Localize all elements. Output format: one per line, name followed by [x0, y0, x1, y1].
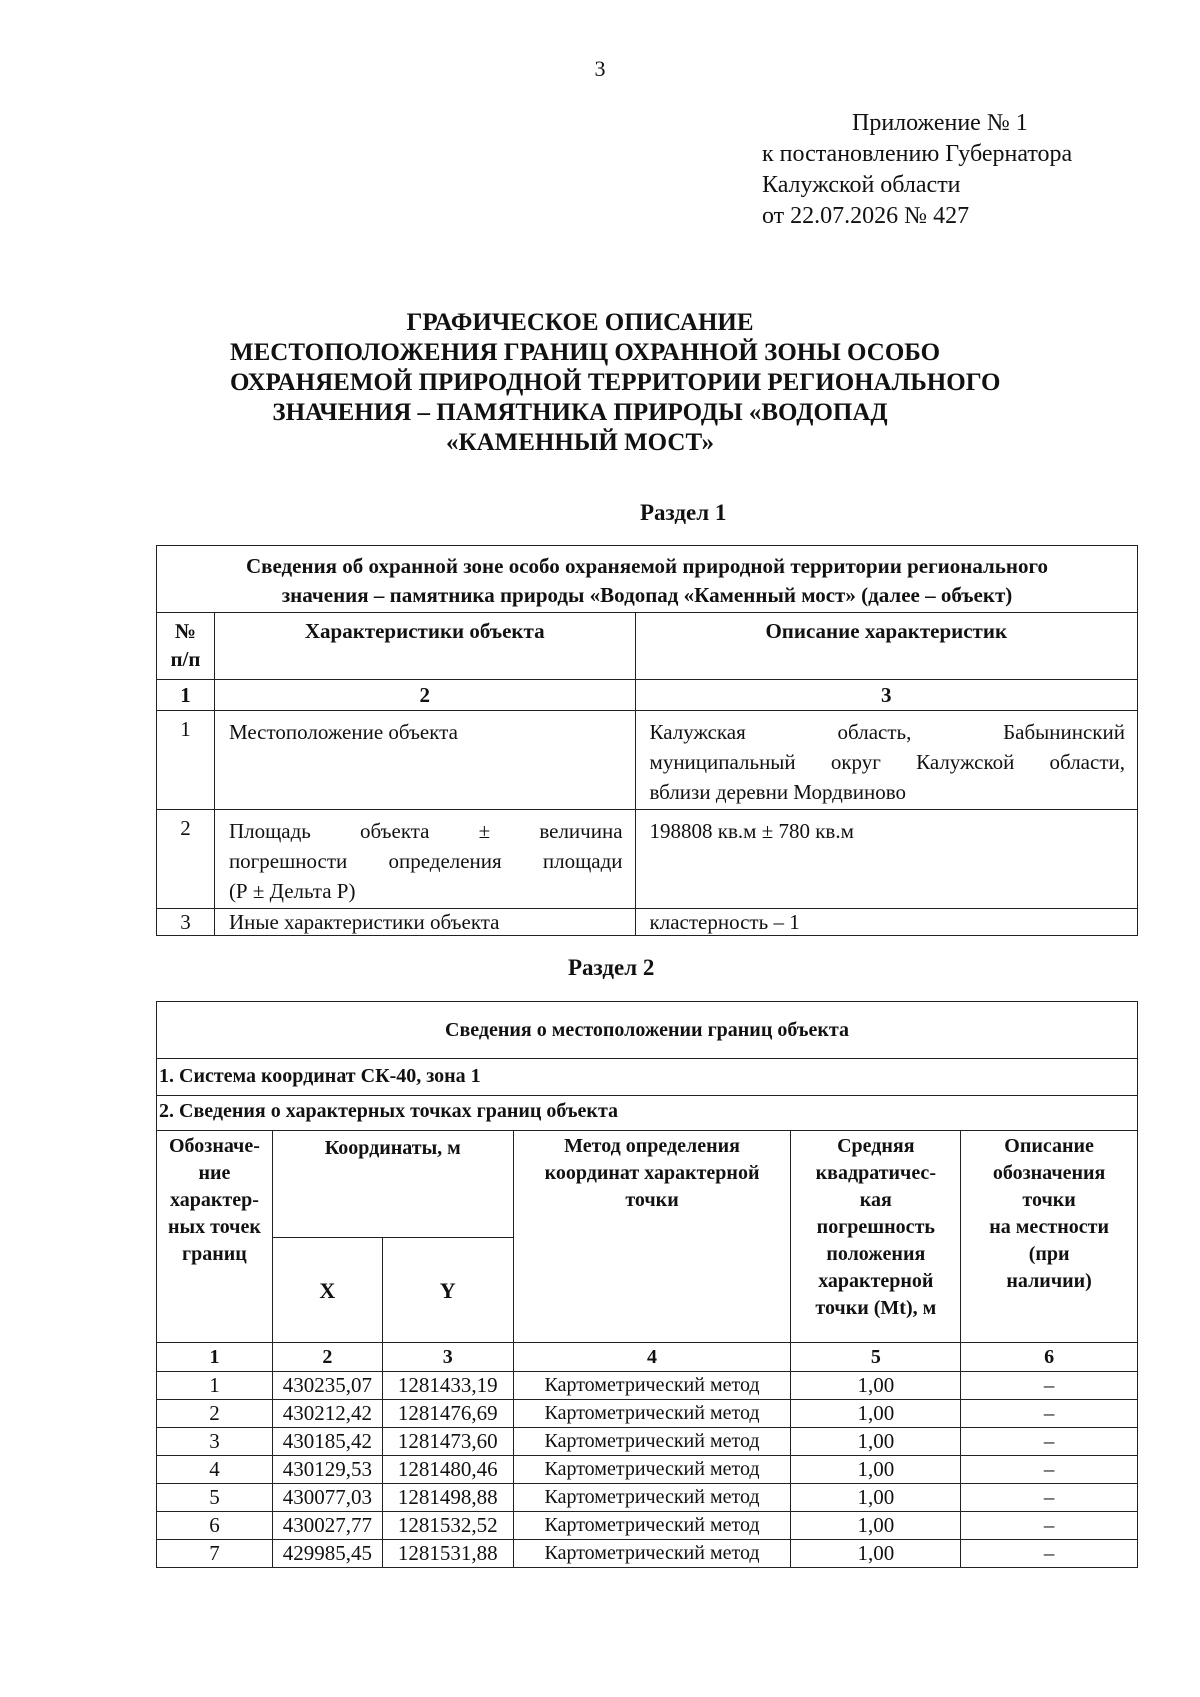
section1-caption: Сведения об охранной зоне особо охраняемой природной территории регионального значения – памятника природы «Водопад «Каменный мост» (далее – объект) [157, 546, 1138, 613]
table-row [157, 1512, 1138, 1540]
point-description: – [961, 1428, 1138, 1456]
row-number: 3 [157, 909, 215, 936]
appendix-line: от 22.07.2026 № 427 [762, 203, 970, 229]
characteristic-value: 198808 кв.м ± 780 кв.м [635, 810, 1137, 909]
table-row [157, 1372, 1138, 1400]
section2-table [156, 1001, 1138, 1568]
point-x: 430129,53 [272, 1456, 382, 1484]
point-description: – [961, 1400, 1138, 1428]
appendix-line: к постановлению Губернатора [762, 141, 1073, 167]
point-id: 7 [157, 1540, 273, 1568]
point-error: 1,00 [791, 1512, 961, 1540]
table-row [157, 1400, 1138, 1428]
header-y: Y [382, 1238, 513, 1343]
point-error: 1,00 [791, 1456, 961, 1484]
point-y: 1281498,88 [382, 1484, 513, 1512]
point-description: – [961, 1372, 1138, 1400]
header-method: Метод определения координат характерной точки [513, 1131, 791, 1343]
title-line: ЗНАЧЕНИЯ – ПАМЯТНИКА ПРИРОДЫ «ВОДОПАД [272, 399, 888, 426]
column-number: 3 [382, 1343, 513, 1372]
point-method: Картометрический метод [513, 1456, 791, 1484]
row-number: 2 [157, 810, 215, 909]
point-x: 430235,07 [272, 1372, 382, 1400]
column-number: 5 [791, 1343, 961, 1372]
column-number: 6 [961, 1343, 1138, 1372]
page-number: 3 [594, 56, 606, 81]
header-designation: Обозначе- ние характер- ных точек границ [157, 1131, 273, 1343]
section2-heading: Раздел 2 [568, 955, 655, 980]
header-point-description: Описание обозначения точки на местности (при наличии) [961, 1131, 1138, 1343]
column-number: 2 [214, 680, 635, 711]
point-description: – [961, 1456, 1138, 1484]
appendix-block [762, 108, 1072, 232]
point-y: 1281433,19 [382, 1372, 513, 1400]
appendix-line: Приложение № 1 [852, 110, 1028, 136]
point-y: 1281531,88 [382, 1540, 513, 1568]
header-description: Описание характеристик [635, 613, 1137, 680]
title-line: МЕСТОПОЛОЖЕНИЯ ГРАНИЦ ОХРАННОЙ ЗОНЫ ОСОБО [230, 339, 941, 366]
point-error: 1,00 [791, 1400, 961, 1428]
point-description: – [961, 1484, 1138, 1512]
table-row [157, 1540, 1138, 1568]
point-id: 3 [157, 1428, 273, 1456]
points-title: 2. Сведения о характерных точках границ объекта [157, 1096, 1138, 1131]
title-line: ОХРАНЯЕМОЙ ПРИРОДНОЙ ТЕРРИТОРИИ РЕГИОНАЛЬНОГО [230, 369, 1001, 396]
header-coordinates: Координаты, м [272, 1131, 513, 1238]
section1-heading: Раздел 1 [640, 500, 727, 525]
point-x: 430212,42 [272, 1400, 382, 1428]
point-id: 5 [157, 1484, 273, 1512]
point-method: Картометрический метод [513, 1372, 791, 1400]
point-x: 430185,42 [272, 1428, 382, 1456]
column-number: 4 [513, 1343, 791, 1372]
coordinate-system: 1. Система координат СК-40, зона 1 [157, 1059, 1138, 1096]
table-row [157, 1428, 1138, 1456]
point-id: 6 [157, 1512, 273, 1540]
characteristic-name: Местоположение объекта [214, 711, 635, 810]
point-id: 4 [157, 1456, 273, 1484]
document-title [230, 308, 1001, 458]
point-id: 1 [157, 1372, 273, 1400]
column-number: 2 [272, 1343, 382, 1372]
column-number: 1 [157, 1343, 273, 1372]
point-error: 1,00 [791, 1372, 961, 1400]
row-number: 1 [157, 711, 215, 810]
point-description: – [961, 1512, 1138, 1540]
point-description: – [961, 1540, 1138, 1568]
point-x: 429985,45 [272, 1540, 382, 1568]
title-line: «КАМЕННЫЙ МОСТ» [445, 429, 715, 456]
characteristic-value: кластерность – 1 [635, 909, 1137, 936]
point-x: 430077,03 [272, 1484, 382, 1512]
point-y: 1281473,60 [382, 1428, 513, 1456]
section2-banner: Сведения о местоположении границ объекта [157, 1002, 1138, 1059]
header-characteristic: Характеристики объекта [214, 613, 635, 680]
header-error: Средняя квадратичес- кая погрешность положения характерной точки (Mt), м [791, 1131, 961, 1343]
characteristic-value: Калужская область, Бабынинский муниципальный округ Калужской области, вблизи деревни Мордвиново [635, 711, 1137, 810]
point-y: 1281476,69 [382, 1400, 513, 1428]
column-number: 3 [635, 680, 1137, 711]
point-method: Картометрический метод [513, 1512, 791, 1540]
point-id: 2 [157, 1400, 273, 1428]
column-number: 1 [157, 680, 215, 711]
point-method: Картометрический метод [513, 1484, 791, 1512]
header-num: № п/п [157, 613, 215, 680]
point-method: Картометрический метод [513, 1428, 791, 1456]
appendix-line: Калужской области [762, 172, 961, 198]
point-error: 1,00 [791, 1428, 961, 1456]
table-row [157, 1484, 1138, 1512]
point-y: 1281532,52 [382, 1512, 513, 1540]
section1-table [156, 545, 1138, 936]
table-row [157, 1456, 1138, 1484]
header-x: X [272, 1238, 382, 1343]
point-method: Картометрический метод [513, 1400, 791, 1428]
point-error: 1,00 [791, 1540, 961, 1568]
point-x: 430027,77 [272, 1512, 382, 1540]
point-y: 1281480,46 [382, 1456, 513, 1484]
point-error: 1,00 [791, 1484, 961, 1512]
characteristic-name: Площадь объекта ± величина погрешности определения площади (Р ± Дельта Р) [214, 810, 635, 909]
point-method: Картометрический метод [513, 1540, 791, 1568]
title-line: ГРАФИЧЕСКОЕ ОПИСАНИЕ [406, 309, 754, 336]
characteristic-name: Иные характеристики объекта [214, 909, 635, 936]
